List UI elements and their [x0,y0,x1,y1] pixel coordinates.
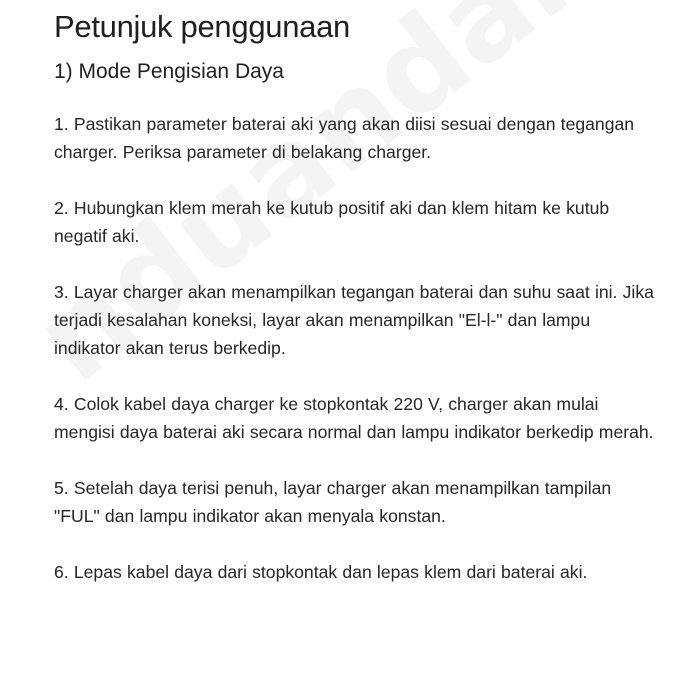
instruction-step-4: 4. Colok kabel daya charger ke stopkontak 220 V, charger akan mulai mengisi daya baterai aki secara normal dan lampu indikator berkedip merah. [54,394,654,442]
document-page [54,8,654,614]
page-title: Petunjuk penggunaan [54,9,350,44]
section-title: 1) Mode Pengisian Daya [54,60,284,83]
instruction-step-3: 3. Layar charger akan menampilkan tegangan baterai dan suhu saat ini. Jika terjadi kesalahan koneksi, layar akan menampilkan "El-l-" dan lampu indikator akan terus berkedip. [54,282,654,358]
instruction-step-2: 2. Hubungkan klem merah ke kutub positif aki dan klem hitam ke kutub negatif aki. [54,198,610,246]
instruction-step-5: 5. Setelah daya terisi penuh, layar charger akan menampilkan tampilan "FUL" dan lampu indikator akan menyala konstan. [54,478,612,526]
instruction-list [54,110,654,586]
instruction-step-6: 6. Lepas kabel daya dari stopkontak dan lepas klem dari baterai aki. [54,562,588,582]
instruction-step-1: 1. Pastikan parameter baterai aki yang akan diisi sesuai dengan tegangan charger. Periksa parameter di belakang charger. [54,114,635,162]
